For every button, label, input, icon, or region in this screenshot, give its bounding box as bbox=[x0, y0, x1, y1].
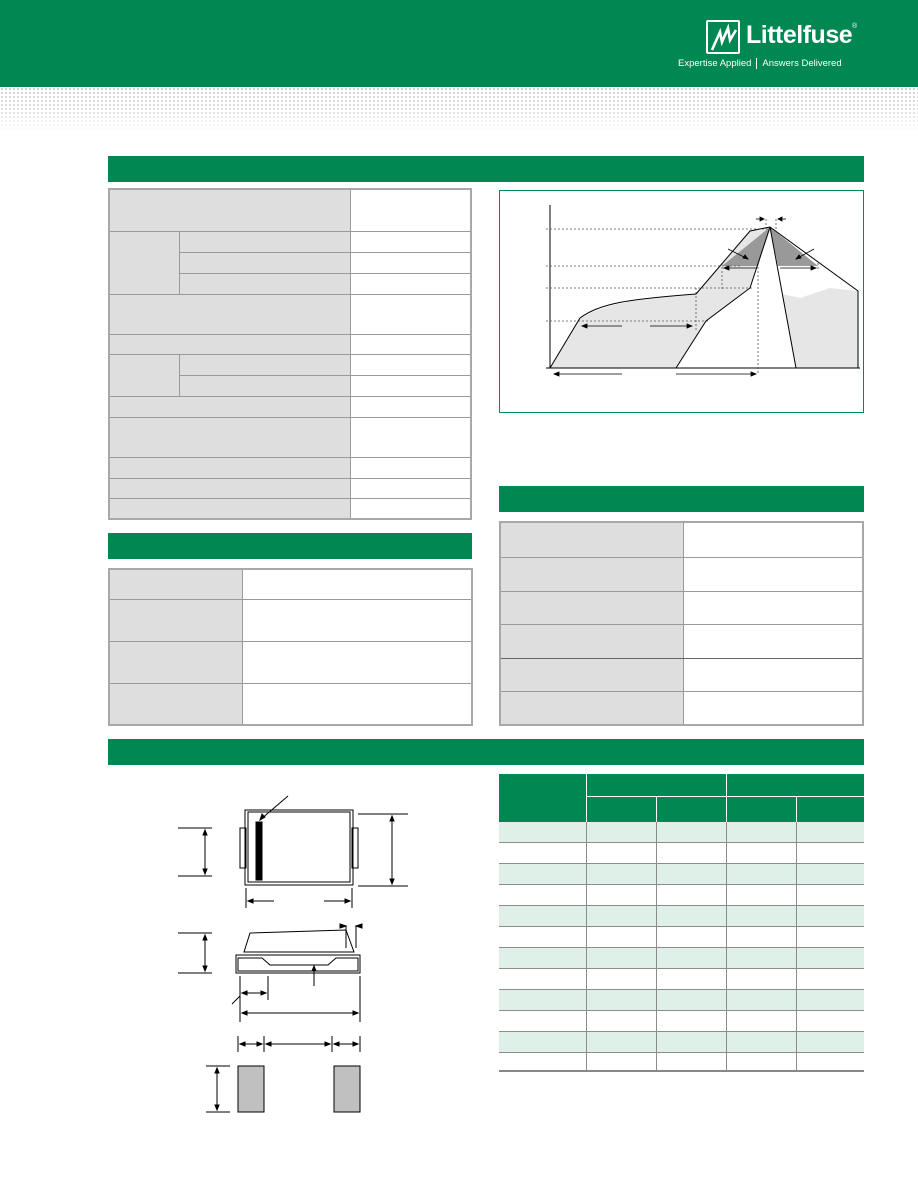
table-divider bbox=[179, 252, 470, 253]
package-outline-drawing bbox=[170, 790, 470, 1150]
row-divider bbox=[499, 1031, 864, 1032]
header-divider bbox=[656, 796, 657, 822]
table-cell bbox=[110, 479, 350, 499]
column-divider bbox=[586, 822, 587, 1070]
section-bar-left bbox=[108, 533, 472, 559]
column-divider bbox=[726, 822, 727, 1070]
section-bar-right bbox=[499, 486, 864, 512]
row-divider bbox=[499, 968, 864, 969]
column-divider bbox=[656, 822, 657, 1070]
row-divider bbox=[499, 989, 864, 990]
row-divider bbox=[499, 1010, 864, 1011]
table-divider bbox=[110, 417, 470, 418]
table-divider bbox=[110, 334, 470, 335]
table-divider bbox=[110, 457, 470, 458]
table-cell bbox=[110, 570, 242, 724]
table-divider bbox=[110, 354, 470, 355]
table-divider bbox=[110, 231, 470, 232]
littelfuse-logo bbox=[678, 20, 866, 72]
table-divider bbox=[179, 355, 180, 397]
reflow-profile-chart bbox=[499, 190, 864, 413]
page-header bbox=[0, 0, 918, 87]
table-divider bbox=[110, 294, 470, 295]
table-cell bbox=[110, 232, 179, 295]
row-divider bbox=[499, 1052, 864, 1053]
table-divider bbox=[179, 273, 470, 274]
row-divider bbox=[499, 926, 864, 927]
row-divider bbox=[499, 884, 864, 885]
header-divider bbox=[586, 796, 864, 797]
dimensions-table bbox=[499, 774, 864, 1072]
table-cell bbox=[110, 397, 350, 418]
environmental-specs-table bbox=[499, 521, 864, 726]
row-divider bbox=[499, 905, 864, 906]
dot-pattern-band bbox=[0, 87, 918, 132]
table-divider bbox=[110, 396, 470, 397]
table-row bbox=[499, 1032, 864, 1052]
section-bar-dimensions bbox=[108, 739, 864, 765]
table-cell bbox=[179, 355, 350, 397]
table-cell bbox=[110, 499, 350, 518]
header-divider bbox=[796, 796, 797, 822]
table-divider bbox=[110, 498, 470, 499]
row-divider bbox=[499, 842, 864, 843]
table-divider bbox=[501, 557, 862, 558]
table-divider bbox=[501, 591, 862, 592]
physical-specs-table bbox=[108, 568, 473, 726]
table-bottom-rule bbox=[499, 1070, 864, 1072]
table-row bbox=[499, 990, 864, 1010]
table-cell bbox=[179, 232, 350, 295]
row-divider bbox=[499, 863, 864, 864]
ratings-table bbox=[108, 188, 472, 520]
tagline-right: Answers Delivered bbox=[762, 58, 842, 70]
table-divider bbox=[501, 658, 862, 659]
column-divider bbox=[796, 822, 797, 1070]
littelfuse-logo-icon bbox=[706, 20, 740, 54]
table-divider bbox=[110, 599, 471, 600]
table-cell bbox=[110, 355, 179, 397]
table-cell bbox=[110, 458, 350, 479]
header-divider bbox=[726, 774, 727, 822]
table-divider bbox=[501, 691, 862, 692]
row-divider bbox=[499, 947, 864, 948]
table-divider bbox=[179, 232, 180, 295]
table-divider bbox=[110, 683, 471, 684]
table-row bbox=[499, 948, 864, 968]
table-cell bbox=[110, 190, 350, 232]
tagline-left: Expertise Applied bbox=[678, 58, 752, 70]
table-divider bbox=[110, 641, 471, 642]
table-row bbox=[499, 906, 864, 926]
table-divider bbox=[242, 570, 243, 724]
table-header bbox=[499, 774, 864, 822]
brand-tagline bbox=[678, 58, 860, 69]
table-cell bbox=[110, 418, 350, 458]
table-cell bbox=[110, 335, 350, 355]
table-row bbox=[499, 864, 864, 884]
brand-name: Littelfuse bbox=[746, 21, 853, 49]
table-divider bbox=[110, 478, 470, 479]
table-row bbox=[499, 822, 864, 842]
tagline-separator bbox=[756, 58, 757, 69]
table-divider bbox=[501, 624, 862, 625]
registered-mark: ® bbox=[852, 23, 858, 30]
table-cell bbox=[110, 295, 350, 335]
header-divider bbox=[586, 774, 587, 822]
section-bar-top bbox=[108, 156, 864, 182]
table-divider bbox=[179, 375, 470, 376]
